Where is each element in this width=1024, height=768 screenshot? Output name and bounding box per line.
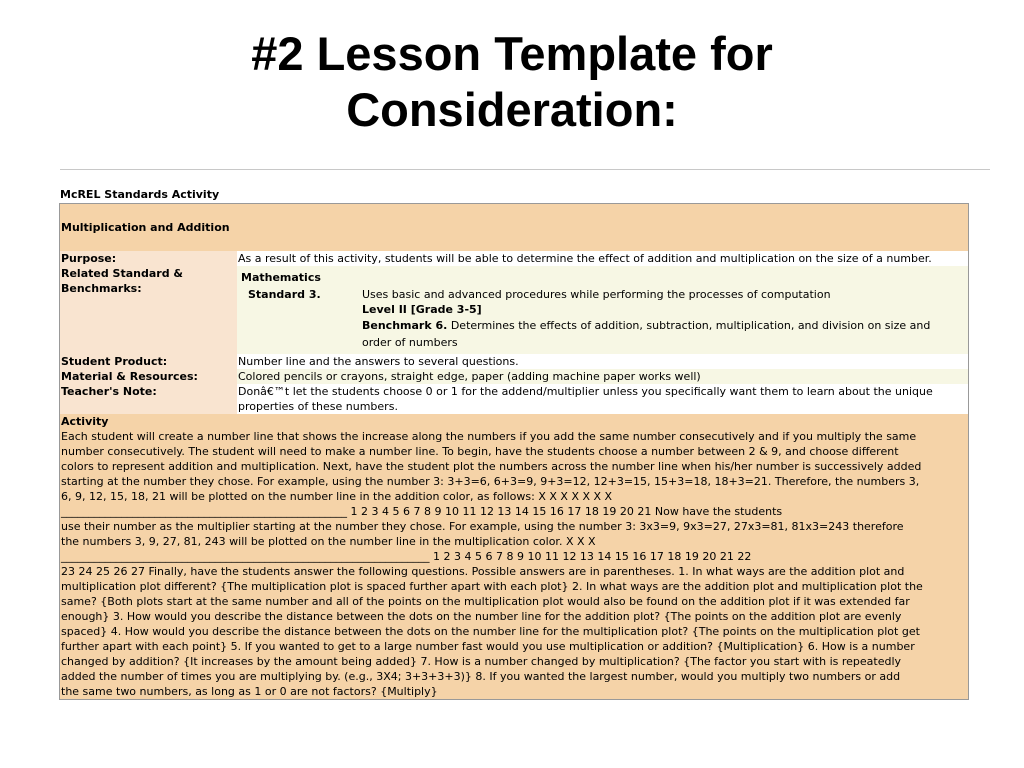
activity-line: 23 24 25 26 27 Finally, have the students answer the following questions. Possible answers are in parentheses. 1. In what ways are the addition plot and: [61, 565, 905, 578]
standard-label: Related Standard & Benchmarks:: [60, 266, 238, 354]
lesson-template: [59, 187, 969, 700]
standards-table: [59, 203, 969, 700]
product-label: Student Product:: [60, 354, 238, 369]
activity-label: Activity: [61, 415, 109, 428]
activity-line: Each student will create a number line that shows the increase along the numbers if you add the same number consecutively and if you multiply the same: [61, 430, 917, 443]
table-heading: McREL Standards Activity: [60, 188, 220, 201]
product-text: Number line and the answers to several questions.: [237, 354, 969, 369]
activity-line: spaced} 4. How would you describe the distance between the dots on the number line for the multiplication plot? {The points on the multiplication plot get: [61, 625, 920, 638]
title-divider: [60, 169, 990, 170]
activity-line: multiplication plot different? {The multiplication plot is spaced further apart with each plot} 2. In what ways are the addition plot and multiplication plot the: [61, 580, 923, 593]
activity-line: the numbers 3, 9, 27, 81, 243 will be plotted on the number line in the multiplication color. X X X: [61, 535, 596, 548]
activity-line: same? {Both plots start at the same number and all of the points on the multiplication plot would also be found on the addition plot if it was extended far: [61, 595, 910, 608]
material-label: Material & Resources:: [60, 369, 238, 384]
benchmark: Benchmark 6. Determines the effects of addition, subtraction, multiplication, and division on size and order of numbers: [362, 319, 931, 349]
title-line-2: Consideration:: [346, 83, 678, 136]
material-text: Colored pencils or crayons, straight edge, paper (adding machine paper works well): [237, 369, 969, 384]
activity-line: the same two numbers, as long as 1 or 0 are not factors? {Multiply}: [61, 685, 438, 698]
purpose-text: As a result of this activity, students will be able to determine the effect of addition and multiplication on the size of a number.: [237, 251, 969, 266]
activity-line: use their number as the multiplier starting at the number they chose. For example, using the number 3: 3x3=9, 9x3=27, 27x3=81, 81x3=243 therefore: [61, 520, 904, 533]
standard-details: [237, 266, 969, 354]
activity-line: ____________________________________________________ 1 2 3 4 5 6 7 8 9 10 11 12 13 14 15 16 17 18 19 20 21 Now have the students: [61, 505, 783, 518]
standard-table: [239, 287, 931, 354]
grade-level: Level II [Grade 3-5]: [362, 303, 482, 316]
activity-line: number consecutively. The student will need to make a number line. To begin, have the students choose a number between 2 & 9, and choose different: [61, 445, 899, 458]
benchmark-name: Benchmark 6.: [362, 319, 448, 332]
slide-title: [0, 26, 1024, 138]
activity-line: added the number of times you are multiplying by. (e.g., 3X4; 3+3+3+3)} 8. If you wanted the largest number, would you multiply two numbers or add: [61, 670, 901, 683]
activity-line: changed by addition? {It increases by the amount being added} 7. How is a number changed by multiplication? {The factor you start with is repeatedly: [61, 655, 902, 668]
standard-name: Standard 3.: [248, 288, 321, 301]
activity-line: enough} 3. How would you describe the distance between the dots on the number line for the addition plot? {The points on the addition plot are evenly: [61, 610, 902, 623]
activity-line: ___________________________________________________________________ 1 2 3 4 5 6 7 8 9 10 11 12 13 14 15 16 17 18 19 20 21 22: [61, 550, 752, 563]
activity-text: [61, 429, 967, 699]
activity-line: 6, 9, 12, 15, 18, 21 will be plotted on the number line in the addition color, as follows: X X X X X X X: [61, 490, 613, 503]
standard-description: Uses basic and advanced procedures while performing the processes of computation: [362, 288, 831, 301]
activity-line: further apart with each point} 5. If you wanted to get to a large number fast would you use multiplication or addition? {Multiplication} 6. How is a number: [61, 640, 915, 653]
note-text: Donâ€™t let the students choose 0 or 1 for the addend/multiplier unless you specifically want them to learn about the unique properties of these numbers.: [237, 384, 969, 414]
activity-cell: [60, 414, 969, 700]
subject-label: Mathematics: [241, 271, 321, 284]
activity-subtitle: Multiplication and Addition: [60, 204, 969, 252]
note-label: Teacher's Note:: [60, 384, 238, 414]
purpose-label: Purpose:: [60, 251, 238, 266]
activity-line: starting at the number they chose. For example, using the number 3: 3+3=6, 6+3=9, 9+3=12, 12+3=15, 15+3=18, 18+3=21. Therefore, the numbers 3,: [61, 475, 920, 488]
activity-line: colors to represent addition and multiplication. Next, have the student plot the numbers across the number line when his/her number is successively added: [61, 460, 922, 473]
title-line-1: #2 Lesson Template for: [251, 27, 773, 80]
